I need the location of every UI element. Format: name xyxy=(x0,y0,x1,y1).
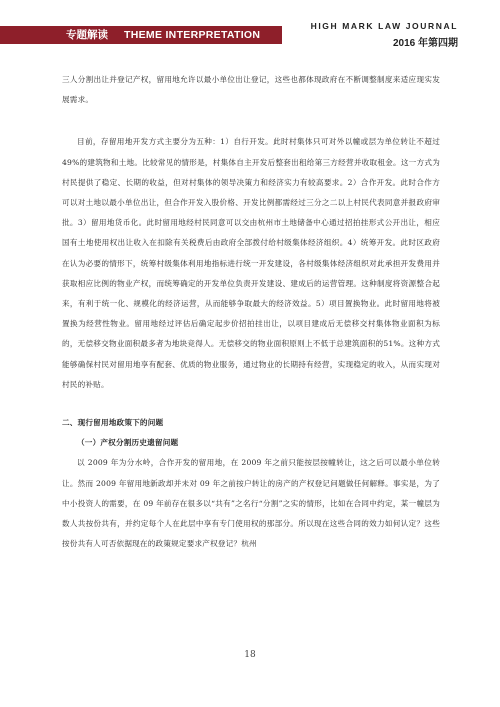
subsection-heading: （一）产权分割历史遗留问题 xyxy=(77,438,179,448)
journal-name: HIGH MARK LAW JOURNAL xyxy=(310,21,458,31)
section-title-zh: 专题解读 xyxy=(66,29,108,41)
page-number: 18 xyxy=(244,650,256,660)
paragraph-continuation: 三人分割出让并登记产权，留用地允许以最小单位出让登记，这些也都体现政府在不断调整制度来适应现实发展需求。 xyxy=(62,75,440,105)
section-header-band xyxy=(0,26,282,44)
paragraph-development-modes: 目前，存留用地开发方式主要分为五种：1）自行开发。此时村集体只可对外以幢或层为单位转让不超过49%的建筑物和土地。比较常见的情形是，村集体自主开发后整套出租给第三方经营并收取租金。这一方式为村民提供了稳定、长期的收益，但对村集体的领导决策力和经济实力有较高要求。2）合作开发。此时合作方可以对土地以最小单位出让，但合作开发入股价格、开发比例都需经过三分之二以上村民代表同意并报政府审批。3）留用地货币化。此时留用地经村民同意可以交由杭州市土地储备中心通过招拍挂形式公开出让，相应国有土地使用权出让收入在扣除有关税费后由政府全部拨付给村级集体经济组织。4）统筹开发。此时区政府在认为必要的情形下，统筹村级集体利用地指标进行统一开发建设，各村级集体经济组织对此承担开发费用并获取相应比例的物业产权，而统筹确定的开发单位负责开发建设、建成后的运营管理。这种制度将资源整合起来，有利于统一化、规模化的经济运营，从而能够争取最大的经济效益。5）项目置换物业。此时留用地将被置换为经营性物业。留用地经过评估后确定起步价招拍挂出让，以项目建成后无偿移交村集体物业面积为标的，无偿移交物业面积最多者为地块竞得人。无偿移交的物业面积原则上不低于总建筑面积的51%。这种方式能够确保村民对留用地享有配套、优质的物业服务，通过物业的长期持有经营，实现稳定的收入，从而实现对村民的补贴。 xyxy=(62,137,440,389)
article-body xyxy=(62,70,440,554)
paragraph-property-division: 以 2009 年为分水岭，合作开发的留用地，在 2009 年之前只能按层按幢转让，这之后可以最小单位转让。然而 2009 年留用地新政却并未对 09 年之前按户转让的房产的产权登记问题做任何解释。事实是，为了中小投资人的需要，在 09 年前存在很多以“共有”之名行“分割”之实的情形，比如在合同中约定，某一幢层为数人共按份共有，并约定每个人在此层中享有专门使用权的那部分。所以现在这些合同的效力如何认定？这些按份共有人可否依据现在的政策规定要求产权登记？杭州 xyxy=(62,458,440,549)
section-title-en: THEME INTERPRETATION xyxy=(124,29,261,41)
section-heading: 二、现行留用地政策下的问题 xyxy=(62,418,164,428)
issue-label: 2016 年第四期 xyxy=(392,38,458,49)
